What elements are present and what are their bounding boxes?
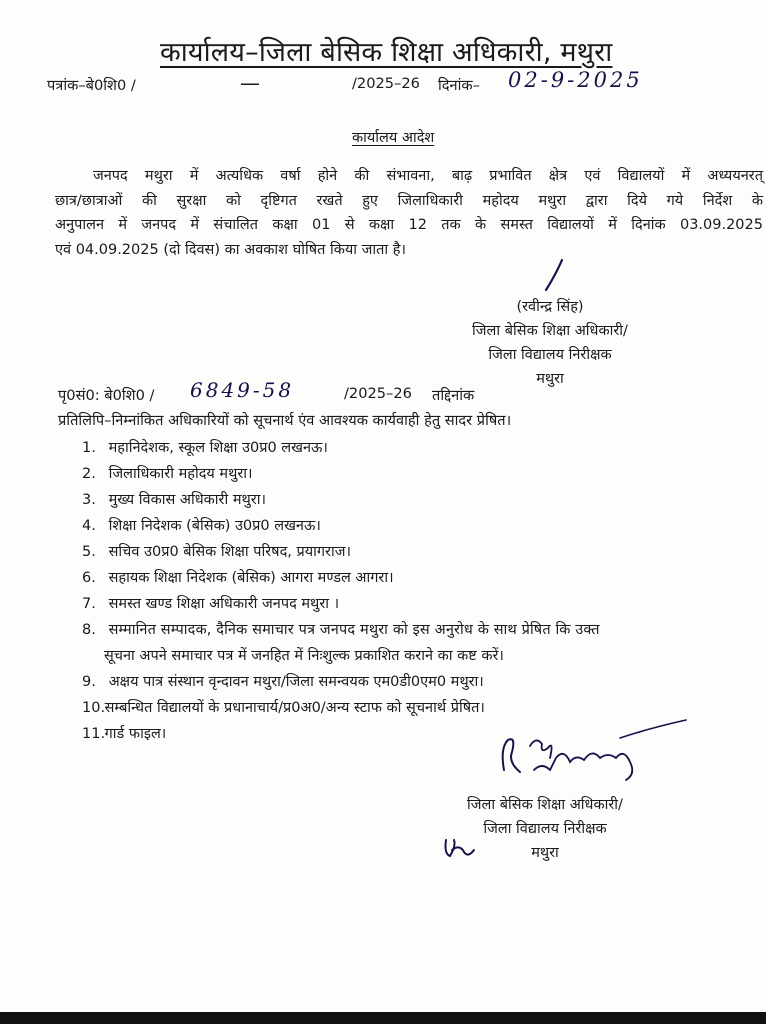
signatory-designation: जिला विद्यालय निरीक्षक (483, 821, 607, 837)
office-title: कार्यालय–जिला बेसिक शिक्षा अधिकारी, मथुरा (160, 37, 613, 68)
copy-recipients-list (82, 435, 766, 747)
copy-intro: प्रतिलिपि–निम्नांकित अधिकारियों को सूचनार्थ एंव आवश्यक कार्यवाही हेतु सादर प्रेषित। (58, 412, 512, 429)
ref-number-blank: — (240, 71, 260, 95)
ref-number-prefix: पत्रांक–बे0शि0 / (47, 77, 136, 94)
list-item: 9. अक्षय पात्र संस्थान वृन्दावन मथुरा/जिला समन्वयक एम0डी0एम0 मथुरा। (82, 674, 484, 690)
order-line: जनपद मथुरा में अत्यधिक वर्षा होने की संभावना, बाढ़ प्रभावित क्षेत्र एवं विद्यालयों में अध्ययनरत् (93, 168, 763, 184)
list-item: 4. शिक्षा निदेशक (बेसिक) उ0प्र0 लखनऊ। (82, 518, 321, 534)
list-item: 8. सम्मानित सम्पादक, दैनिक समाचार पत्र जनपद मथुरा को इस अनुरोध के साथ प्रेषित कि उक्त सूचना अपने समाचार पत्र में जनहित में निःशुल्क प्रकाशित कराने का कष्ट करें। (82, 622, 600, 664)
order-line: अनुपालन में जनपद में संचालित कक्षा 01 से कक्षा 12 तक के समस्त विद्यालयों में दिनांक 03.09.2025 (55, 217, 763, 233)
signatory-place: मथुरा (531, 845, 559, 861)
list-item: 7. समस्त खण्ड शिक्षा अधिकारी जनपद मथुरा । (82, 596, 340, 612)
signatory-designation: जिला बेसिक शिक्षा अधिकारी/ (467, 797, 623, 813)
top-signature-mark (540, 258, 570, 294)
signatory-designation: जिला बेसिक शिक्षा अधिकारी/ (472, 323, 628, 339)
signatory-place: मथुरा (536, 371, 564, 387)
list-item: 3. मुख्य विकास अधिकारी मथुरा। (82, 492, 266, 508)
list-item: 1. महानिदेशक, स्कूल शिक्षा उ0प्र0 लखनऊ। (82, 440, 328, 456)
signatory-name: (रवीन्द्र सिंह) (516, 299, 584, 315)
bottom-handwritten-signature (490, 718, 690, 788)
order-body (55, 164, 763, 262)
handwritten-copy-ref: 6849-58 (190, 378, 295, 402)
initials-mark (442, 836, 478, 862)
copy-ref-prefix: पृ0सं0: बे0शि0 / (58, 387, 155, 404)
order-subject: कार्यालय आदेश (352, 130, 435, 146)
order-line: छात्र/छात्राओं की सुरक्षा को दृष्टिगत रखते हुए जिलाधिकारी महोदय मथुरा द्वारा दिये गये निर्देश के (55, 192, 763, 209)
list-item: 6. सहायक शिक्षा निदेशक (बेसिक) आगरा मण्डल आगरा। (82, 570, 394, 586)
date-label: दिनांक– (438, 77, 480, 94)
copy-ref-year: /2025–26 (344, 385, 412, 402)
signatory-designation: जिला विद्यालय निरीक्षक (488, 347, 612, 363)
order-line: एवं 04.09.2025 (दो दिवस) का अवकाश घोषित किया जाता है। (55, 241, 406, 258)
copy-ref-date: तद्दिनांक (432, 387, 475, 404)
list-item: 5. सचिव उ0प्र0 बेसिक शिक्षा परिषद, प्रयागराज। (82, 544, 352, 560)
handwritten-date: 02-9-2025 (508, 68, 643, 92)
bottom-edge-bar (0, 1012, 766, 1024)
list-item: 11. गार्ड फाइल। (82, 726, 167, 742)
list-item: 10. सम्बन्धित विद्यालयों के प्रधानाचार्य/प्र0अ0/अन्य स्टाफ को सूचनार्थ प्रेषित। (82, 700, 485, 716)
ref-year: /2025–26 (352, 75, 420, 92)
list-item: 2. जिलाधिकारी महोदय मथुरा। (82, 466, 253, 482)
top-signatory-block (415, 295, 685, 391)
